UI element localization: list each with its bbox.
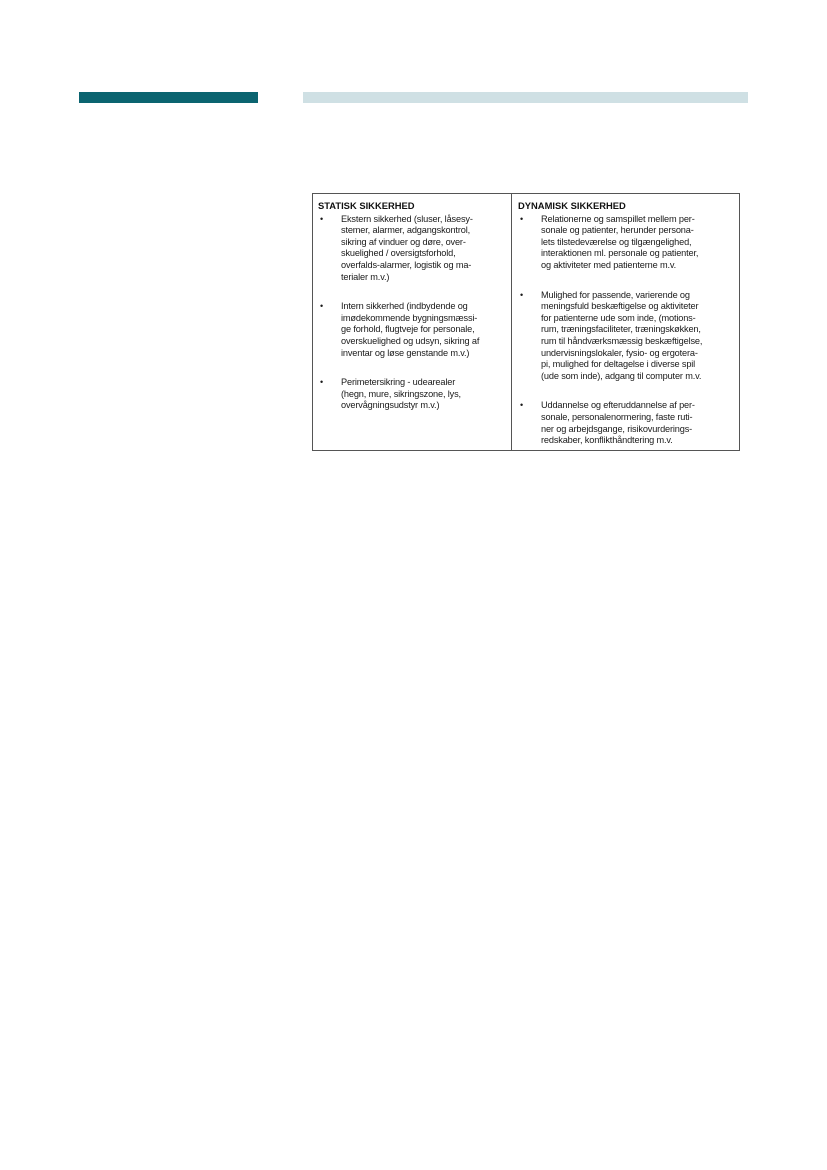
bullet-icon: • (320, 301, 324, 312)
text-line: Relationerne og samspillet mellem per- (541, 213, 695, 224)
text-line: (hegn, mure, sikringszone, lys, (341, 388, 461, 399)
text-line: inventar og løse genstande m.v.) (341, 347, 470, 358)
dynamic-safety-heading: DYNAMISK SIKKERHED (518, 200, 626, 211)
list-item (518, 290, 735, 383)
text-line: imødekommende bygningsmæssi- (341, 312, 478, 323)
list-item (518, 214, 735, 272)
list-item (318, 377, 507, 412)
text-line: stemer, alarmer, adgangskontrol, (341, 225, 470, 236)
text-line: rum, træningsfaciliteter, træningskøkken, (541, 324, 701, 335)
safety-comparison-table (312, 193, 740, 451)
text-line: meningsfuld beskæftigelse og aktiviteter (541, 301, 699, 312)
text-line: redskaber, konflikthåndtering m.v. (541, 435, 673, 446)
dynamic-safety-column (512, 194, 739, 450)
list-item-text (541, 290, 735, 383)
text-line: overfalds-alarmer, logistik og ma- (341, 259, 472, 270)
text-line: undervisningslokaler, fysio- og ergotera- (541, 347, 698, 358)
text-line: skuelighed / oversigtsforhold, (341, 248, 456, 259)
text-line: Perimetersikring - udearealer (341, 377, 456, 388)
text-line: ge forhold, flugtveje for personale, (341, 324, 475, 335)
text-line: for patienterne ude som inde, (motions- (541, 312, 696, 323)
bullet-icon: • (520, 213, 524, 224)
list-item (518, 400, 735, 446)
bullet-icon: • (320, 213, 324, 224)
text-line: terialer m.v.) (341, 271, 390, 282)
text-line: overskuelighed og udsyn, sikring af (341, 335, 480, 346)
list-item (318, 214, 507, 284)
text-line: rum til håndværksmæssig beskæftigelse, (541, 335, 703, 346)
text-line: Intern sikkerhed (indbydende og (341, 301, 468, 312)
text-line: Ekstern sikkerhed (sluser, låsesy- (341, 213, 473, 224)
text-line: lets tilstedeværelse og tilgængelighed, (541, 236, 692, 247)
header-accent-bar-right (303, 92, 748, 103)
bullet-icon: • (520, 289, 524, 300)
text-line: sonale, personalenormering, faste ruti- (541, 411, 693, 422)
list-item-text (541, 214, 735, 272)
text-line: overvågningsudstyr m.v.) (341, 400, 440, 411)
text-line: sikring af vinduer og døre, over- (341, 236, 466, 247)
text-line: Mulighed for passende, varierende og (541, 289, 690, 300)
text-line: sonale og patienter, herunder persona- (541, 225, 694, 236)
text-line: og aktiviteter med patienterne m.v. (541, 259, 677, 270)
text-line: interaktionen ml. personale og patienter, (541, 248, 699, 259)
list-item-text (341, 301, 507, 359)
static-safety-column (313, 194, 512, 450)
bullet-icon: • (520, 400, 524, 411)
static-safety-heading: STATISK SIKKERHED (318, 200, 415, 211)
list-item-text (341, 377, 507, 412)
list-item-text (541, 400, 735, 446)
text-line: (ude som inde), adgang til computer m.v. (541, 370, 702, 381)
list-item-text (341, 214, 507, 284)
list-item (318, 301, 507, 359)
text-line: ner og arbejdsgange, risikovurderings- (541, 423, 693, 434)
text-line: pi, mulighed for deltagelse i diverse spil (541, 359, 696, 370)
bullet-icon: • (320, 377, 324, 388)
header-accent-bar-left (79, 92, 258, 103)
text-line: Uddannelse og efteruddannelse af per- (541, 400, 695, 411)
